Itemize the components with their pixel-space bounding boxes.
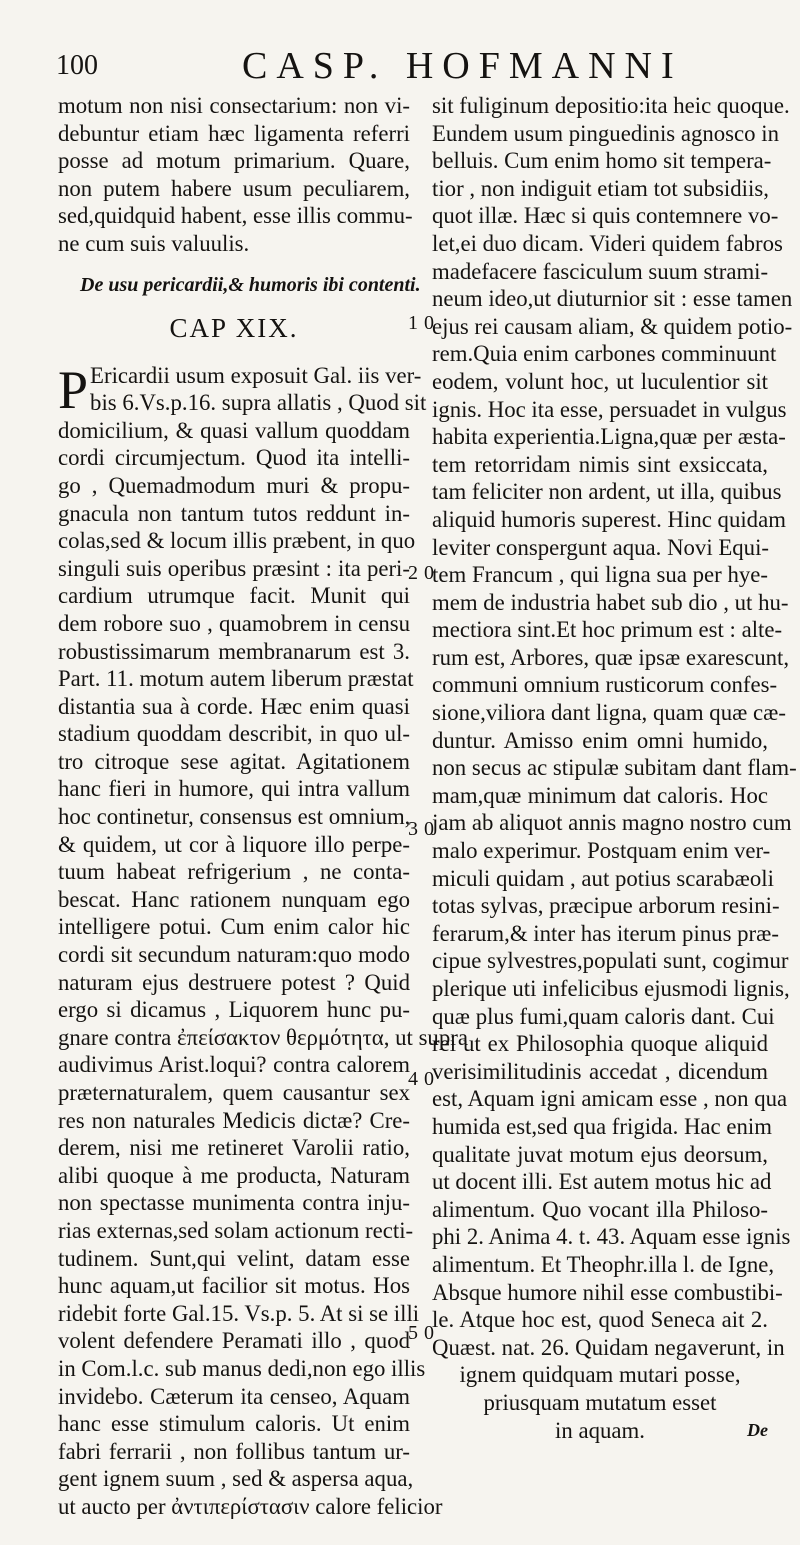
spacer: [58, 346, 410, 362]
left-text-line: cordi sit secundum naturam:quo modo: [58, 942, 410, 968]
right-text-line: alimentum. Et Theophr.illa l. de Igne,: [432, 1251, 775, 1277]
left-text-line: cardium utrumque facit. Munit qui: [58, 583, 410, 609]
left-text-line: volent defendere Peramati illo , quod: [58, 1328, 410, 1354]
right-text-line: sit fuliginum depositio:ita heic quoque.: [432, 93, 790, 118]
left-text-line: invidebo. Cæterum ita censeo, Aquam: [58, 1383, 410, 1409]
drop-cap: P: [58, 359, 89, 420]
left-text-line: non putem habere usum peculiarem,: [58, 175, 410, 201]
left-text-line: singuli suis operibus præsint : ita peri-: [58, 555, 410, 581]
line-number-20: 20: [408, 562, 440, 584]
right-text-line: let,ei duo dicam. Videri quidem fabros: [432, 230, 783, 256]
left-text-line: non spectasse munimenta contra inju-: [58, 1190, 410, 1216]
left-text-line: posse ad motum primarium. Quare,: [58, 148, 410, 174]
left-text-line: Part. 11. motum autem liberum præstat: [58, 666, 414, 692]
right-text-line: belluis. Cum enim homo sit tempera-: [432, 148, 772, 174]
left-text-line: motum non nisi consectarium: non vi-: [58, 93, 410, 118]
right-text-line: tem retorridam nimis sint exsiccata,: [432, 451, 768, 477]
left-text-line: fabri ferrarii , non follibus tantum ur-: [58, 1438, 410, 1464]
left-text-line: colas,sed & locum illis præbent, in quo: [58, 528, 416, 554]
left-text-line: rias externas,sed solam actionum recti-: [58, 1217, 414, 1243]
line-number-50: 50: [408, 1322, 440, 1344]
right-text-line: Eundem usum pinguedinis agnosco in: [432, 120, 779, 146]
right-text-line: communi omnium rusticorum confes-: [432, 672, 778, 698]
right-text-line: non secus ac stipulæ subitam dant flam-: [432, 755, 797, 781]
right-text-line: humida est,sed qua frigida. Hac enim: [432, 1113, 772, 1139]
left-text-line: distantia sua à corde. Hæc enim quasi: [58, 693, 410, 719]
line-number-40: 40: [408, 1068, 440, 1090]
left-text-line: gnacula non tantum tutos reddunt in-: [58, 500, 410, 526]
left-text-line: bescat. Hanc rationem nunquam ego: [58, 886, 410, 912]
left-text-line: ridebit forte Gal.15. Vs.p. 5. At si se illi: [58, 1300, 420, 1326]
right-text-line: mem de industria habet sub dio , ut hu-: [432, 589, 789, 615]
right-text-line: rei ut ex Philosophia quoque aliquid: [432, 1031, 768, 1057]
left-paragraph-before: [58, 92, 413, 258]
running-head: CASP. HOFMANNI: [242, 45, 683, 87]
left-text-line: tudinem. Sunt,qui velint, datam esse: [58, 1245, 410, 1271]
section-subheading: De usu pericardii,& humoris ibi contenti.: [80, 273, 421, 296]
right-text-line: ignis. Hoc ita esse, persuadet in vulgus: [432, 396, 787, 422]
page-number: 100: [56, 50, 98, 81]
left-text-line: & quidem, ut cor à liquore illo perpe-: [58, 831, 410, 857]
left-text-line: gnare contra ἐπείσακτον θερμότητα, ut supra: [58, 1024, 468, 1050]
right-text-line: est, Aquam igni amicam esse , non qua: [432, 1086, 788, 1112]
left-text-line: intelligere potui. Cum enim calor hic: [58, 914, 410, 940]
right-ending: [432, 1361, 768, 1444]
right-paragraph: [432, 92, 797, 1361]
right-text-line: tior , non indiguit etiam tot subsidiis,: [432, 175, 769, 201]
right-text-line: sione,viliora dant ligna, quam quæ cæ-: [432, 700, 786, 726]
right-text-line: phi 2. Anima 4. t. 43. Aquam esse ignis: [432, 1224, 791, 1250]
left-text-line: robustissimarum membranarum est 3.: [58, 638, 410, 664]
left-text-line: hanc esse stimulum caloris. Ut enim: [58, 1411, 410, 1437]
right-text-line: rem.Quia enim carbones comminuunt: [432, 341, 777, 367]
right-ending-text-line: priusquam mutatum esset: [483, 1389, 717, 1415]
right-text-line: duntur. Amisso enim omni humido,: [432, 727, 768, 753]
chapter-title: CAP XIX.: [169, 312, 299, 343]
right-text-line: qualitate juvat motum ejus deorsum,: [432, 1141, 768, 1167]
right-text-line: jam ab aliquot annis magno nostro cum: [432, 810, 792, 836]
drop-cap-paragraph: [58, 359, 427, 420]
right-text-line: ferarum,& inter has iterum pinus præ-: [432, 920, 779, 946]
drop-cap-line-1: Ericardii usum exposuit Gal. iis ver-: [90, 362, 422, 388]
left-text-line: sed,quidquid habent, esse illis commu-: [58, 203, 413, 229]
left-text-line: audivimus Arist.loqui? contra calorem: [58, 1052, 410, 1078]
right-text-line: malo experimur. Postquam enim ver-: [432, 838, 771, 864]
left-text-line: hunc aquam,ut facilior sit motus. Hos: [58, 1273, 410, 1299]
left-text-line: ut aucto per ἀντιπερίστασιν calore felicior: [58, 1493, 443, 1519]
right-text-line: le. Atque hoc est, quod Seneca ait 2.: [432, 1307, 768, 1333]
left-text-line: dem robore suo , quamobrem in censu: [58, 610, 410, 636]
right-ending-text-line: in aquam.: [555, 1417, 645, 1443]
catchword: De: [747, 1420, 768, 1440]
left-text-line: in Com.l.c. sub manus dedi,non ego illis: [58, 1355, 426, 1381]
right-text-line: cipue sylvestres,populati sunt, cogimur: [432, 948, 789, 974]
right-text-line: tam feliciter non ardent, ut illa, quibus: [432, 479, 782, 505]
right-text-line: mam,quæ minimum dat caloris. Hoc: [432, 782, 768, 808]
right-text-line: quæ plus fumi,quam caloris dant. Cui: [432, 1003, 775, 1029]
right-text-line: rum est, Arbores, quæ ipsæ exarescunt,: [432, 644, 790, 670]
line-number-10: 10: [408, 312, 440, 334]
left-text-line: res non naturales Medicis dictæ? Cre-: [58, 1107, 410, 1133]
left-text-line: tro citroque sese agitat. Agitationem: [58, 748, 410, 774]
left-text-line: præternaturalem, quem causantur sex: [58, 1080, 410, 1105]
left-text-line: stadium quoddam describit, in quo ul-: [58, 721, 410, 747]
right-text-line: mectiora sint.Et hoc primum est : alte-: [432, 617, 783, 643]
left-text-line: naturam ejus destruere potest ? Quid: [58, 969, 410, 995]
left-text-line: ne cum suis valuulis.: [58, 230, 250, 256]
left-text-line: hanc fieri in humore, qui intra vallum: [58, 776, 410, 802]
left-text-line: debuntur etiam hæc ligamenta referri: [58, 120, 410, 146]
right-text-line: totas sylvas, præcipue arborum resini-: [432, 893, 780, 919]
right-text-line: ut docent illi. Est autem motus hic ad: [432, 1169, 772, 1195]
right-text-line: madefacere fasciculum suum strami-: [432, 258, 769, 284]
right-text-line: leviter conspergunt aqua. Novi Equi-: [432, 534, 770, 560]
left-text-line: ergo si dicamus , Liquorem hunc pu-: [58, 997, 410, 1023]
right-text-line: verisimilitudinis accedat , dicendum: [432, 1058, 768, 1084]
left-text-line: cordi circumjectum. Quod ita intelli-: [58, 445, 410, 471]
right-text-line: eodem, volunt hoc, ut luculentior sit: [432, 368, 768, 394]
drop-cap-line-2: bis 6.Vs.p.16. supra allatis , Quod sit: [90, 390, 427, 416]
right-ending-text-line: ignem quidquam mutari posse,: [459, 1362, 741, 1388]
right-text-line: Absque humore nihil esse combustibi-: [432, 1279, 783, 1305]
left-text-line: domicilium, & quasi vallum quoddam: [58, 417, 410, 443]
page-header: [56, 44, 790, 94]
right-text-line: Quæst. nat. 26. Quidam negaverunt, in: [432, 1334, 785, 1360]
right-text-line: habita experientia.Ligna,quæ per æsta-: [432, 424, 786, 450]
right-text-line: aliquid humoris superest. Hinc quidam: [432, 506, 786, 532]
right-text-line: alimentum. Quo vocant illa Philoso-: [432, 1196, 768, 1222]
right-column: [432, 92, 797, 1444]
line-number-30: 30: [408, 818, 440, 840]
right-text-line: tem Francum , qui ligna sua per hye-: [432, 562, 768, 588]
right-text-line: neum ideo,ut diuturnior sit : esse tamen: [432, 286, 793, 312]
left-text-line: tuum habeat refrigerium , ne conta-: [58, 859, 410, 885]
left-text-line: derem, nisi me retineret Varolii ratio,: [58, 1135, 410, 1161]
left-text-line: alibi quoque à me producta, Naturam: [58, 1162, 410, 1188]
right-text-line: plerique uti infelicibus ejusmodi lignis,: [432, 976, 790, 1001]
right-text-line: quot illæ. Hæc si quis contemnere vo-: [432, 203, 779, 229]
left-text-line: go , Quemadmodum muri & propu-: [58, 472, 410, 498]
left-text-line: hoc continetur, consensus est omnium,: [58, 804, 411, 830]
right-text-line: ejus rei causam aliam, & quidem potio-: [432, 313, 793, 339]
right-text-line: miculi quidam , aut potius scarabæoli: [432, 865, 774, 891]
left-text-line: gent ignem suum , sed & aspersa aqua,: [58, 1466, 414, 1492]
